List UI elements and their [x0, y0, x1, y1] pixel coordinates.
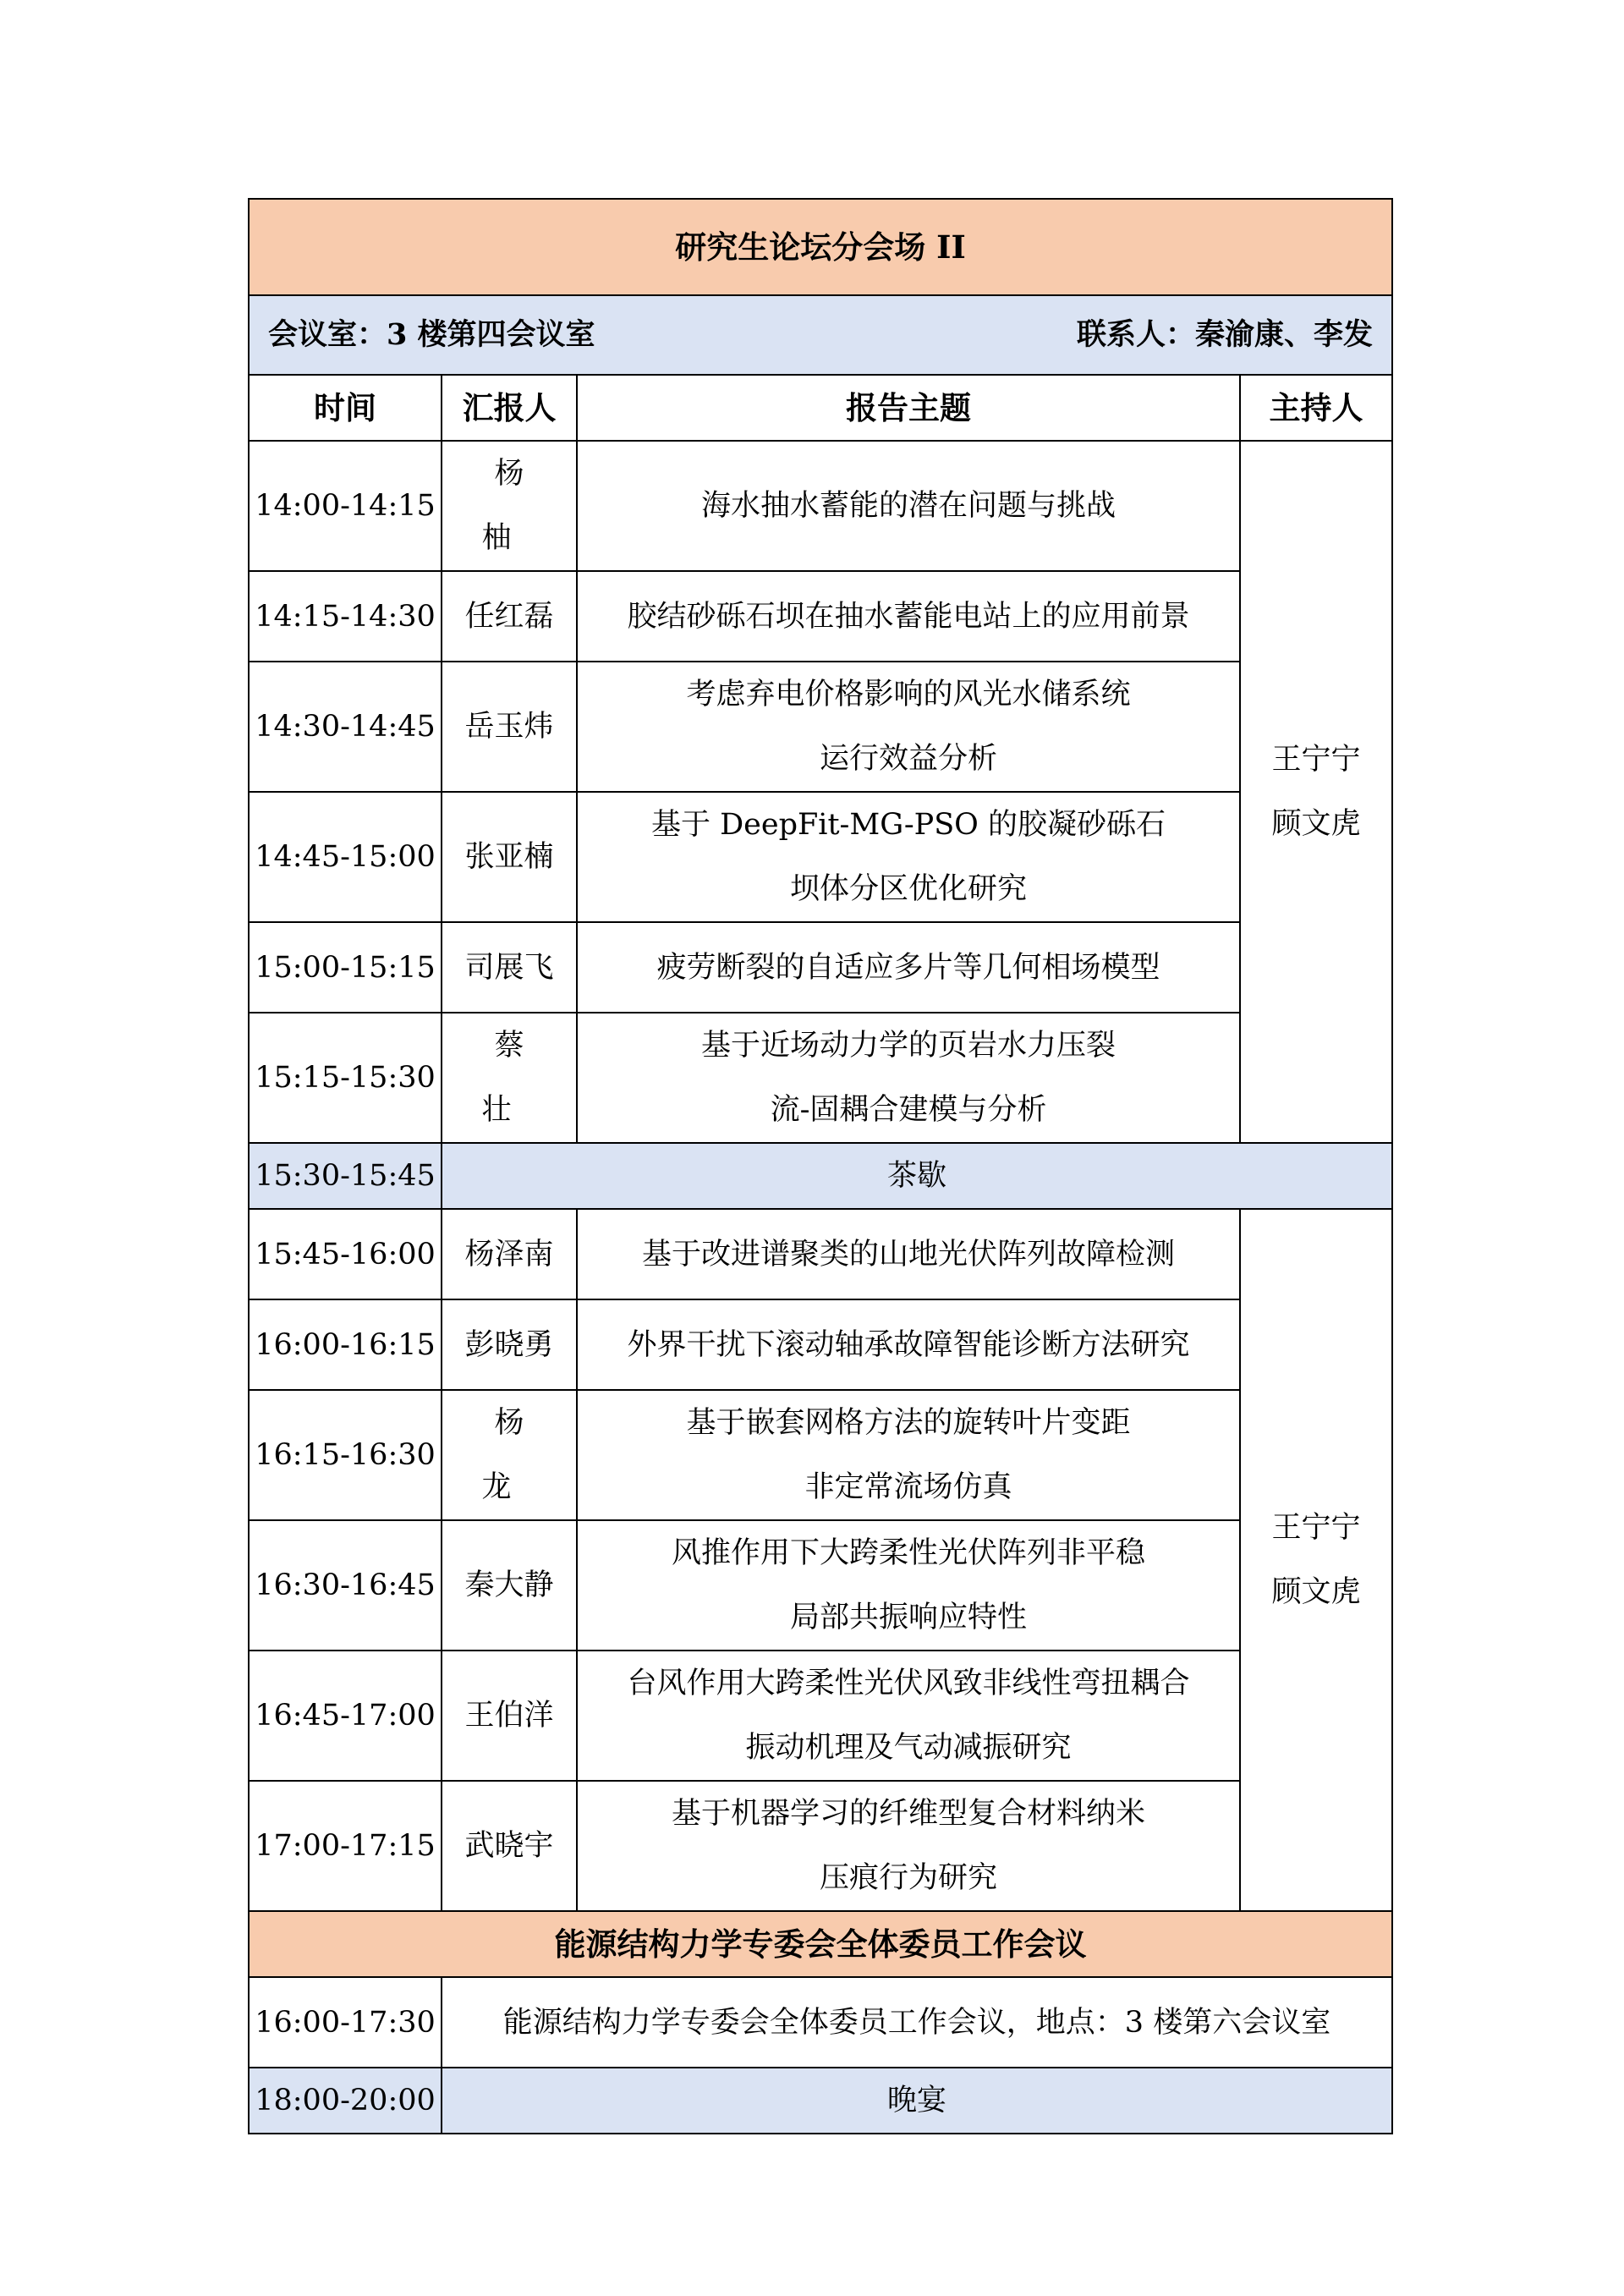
break-row: [249, 1143, 1392, 1209]
topic-cell: [577, 1299, 1240, 1390]
reporter-cell: 任红磊: [442, 571, 577, 662]
topic-cell: [577, 662, 1240, 792]
topic-line: 局部共振响应特性: [789, 1601, 1027, 1634]
topic-line: 台风作用大跨柔性光伏风致非线性弯扭耦合: [627, 1667, 1190, 1700]
topic-line: 流-固耦合建模与分析: [770, 1093, 1047, 1127]
topic-cell: [577, 571, 1240, 662]
committee-time: 16:00-17:30: [249, 1977, 442, 2068]
table-row: [249, 662, 1392, 792]
topic-line: 非定常流场仿真: [804, 1470, 1012, 1504]
reporter-cell: 蔡壮: [442, 1013, 577, 1143]
topic-line: 外界干扰下滚动轴承故障智能诊断方法研究: [627, 1327, 1190, 1362]
table-row: [249, 1209, 1392, 1299]
host-cell: [1240, 441, 1392, 1143]
topic-cell: [577, 1209, 1240, 1299]
table-row: [249, 792, 1392, 922]
reporter-cell: 司展飞: [442, 922, 577, 1013]
host-name: 王宁宁: [1271, 743, 1361, 777]
table-row: [249, 1651, 1392, 1781]
break-time: 15:30-15:45: [249, 1143, 442, 1209]
committee-desc: 能源结构力学专委会全体委员工作会议，地点：3 楼第六会议室: [442, 1977, 1392, 2068]
reporter-cell: 武晓宇: [442, 1781, 577, 1911]
time-cell: 16:15-16:30: [249, 1390, 442, 1520]
header-host: 主持人: [1240, 375, 1392, 441]
room-info-cell: [249, 295, 1392, 375]
host-name: 顾文虎: [1271, 807, 1361, 841]
host-name: 顾文虎: [1271, 1575, 1361, 1609]
reporter-cell: 岳玉炜: [442, 662, 577, 792]
session-title-row: [249, 199, 1392, 295]
time-cell: 15:00-15:15: [249, 922, 442, 1013]
topic-line: 基于嵌套网格方法的旋转叶片变距: [686, 1406, 1131, 1440]
table-row: [249, 1781, 1392, 1911]
header-time: 时间: [249, 375, 442, 441]
session-title: 研究生论坛分会场 II: [249, 199, 1392, 295]
reporter-cell: 杨龙: [442, 1390, 577, 1520]
dinner-time: 18:00-20:00: [249, 2068, 442, 2134]
topic-line: 运行效益分析: [819, 742, 997, 776]
header-row: [249, 375, 1392, 441]
table-row: [249, 922, 1392, 1013]
time-cell: 14:30-14:45: [249, 662, 442, 792]
topic-cell: [577, 1651, 1240, 1781]
time-cell: 16:30-16:45: [249, 1520, 442, 1651]
topic-line: 基于近场动力学的页岩水力压裂: [700, 1029, 1116, 1063]
break-label: 茶歇: [442, 1143, 1392, 1209]
reporter-cell: 张亚楠: [442, 792, 577, 922]
time-cell: 14:45-15:00: [249, 792, 442, 922]
topic-line: 风推作用下大跨柔性光伏阵列非平稳: [671, 1536, 1145, 1570]
topic-cell: [577, 1013, 1240, 1143]
topic-line: 胶结砂砾石坝在抽水蓄能电站上的应用前景: [627, 599, 1190, 634]
topic-cell: [577, 1781, 1240, 1911]
topic-cell: [577, 1520, 1240, 1651]
room-label: 会议室：3 楼第四会议室: [268, 317, 595, 352]
reporter-cell: 杨泽南: [442, 1209, 577, 1299]
time-cell: 16:00-16:15: [249, 1299, 442, 1390]
topic-line: 海水抽水蓄能的潜在问题与挑战: [700, 489, 1116, 523]
topic-line: 基于改进谱聚类的山地光伏阵列故障检测: [641, 1237, 1175, 1272]
table-row: [249, 1390, 1392, 1520]
topic-line: 疲劳断裂的自适应多片等几何相场模型: [656, 950, 1160, 985]
topic-line: 基于机器学习的纤维型复合材料纳米: [671, 1797, 1145, 1831]
topic-line: 考虑弃电价格影响的风光水储系统: [686, 678, 1131, 711]
reporter-cell: 秦大静: [442, 1520, 577, 1651]
dinner-row: [249, 2068, 1392, 2134]
table-row: [249, 441, 1392, 571]
committee-title-row: [249, 1911, 1392, 1977]
table-row: [249, 1520, 1392, 1651]
time-cell: 16:45-17:00: [249, 1651, 442, 1781]
reporter-cell: 杨柚: [442, 441, 577, 571]
dinner-label: 晚宴: [442, 2068, 1392, 2134]
topic-cell: [577, 922, 1240, 1013]
committee-row: [249, 1977, 1392, 2068]
time-cell: 14:00-14:15: [249, 441, 442, 571]
table-row: [249, 1013, 1392, 1143]
host-cell: [1240, 1209, 1392, 1911]
topic-line: 振动机理及气动减振研究: [745, 1731, 1072, 1765]
topic-line: 基于 DeepFit-MG-PSO 的胶凝砂砾石: [650, 808, 1166, 842]
schedule-table: [248, 198, 1393, 2134]
reporter-cell: 彭晓勇: [442, 1299, 577, 1390]
topic-cell: [577, 1390, 1240, 1520]
time-cell: 17:00-17:15: [249, 1781, 442, 1911]
table-row: [249, 1299, 1392, 1390]
reporter-cell: 王伯洋: [442, 1651, 577, 1781]
room-row: [249, 295, 1392, 375]
time-cell: 14:15-14:30: [249, 571, 442, 662]
time-cell: 15:45-16:00: [249, 1209, 442, 1299]
host-name: 王宁宁: [1271, 1511, 1361, 1545]
committee-title: 能源结构力学专委会全体委员工作会议: [249, 1911, 1392, 1977]
topic-line: 坝体分区优化研究: [789, 872, 1027, 906]
contact-label: 联系人：秦渝康、李发: [1076, 317, 1373, 352]
time-cell: 15:15-15:30: [249, 1013, 442, 1143]
topic-line: 压痕行为研究: [819, 1861, 997, 1895]
header-topic: 报告主题: [577, 375, 1240, 441]
header-reporter: 汇报人: [442, 375, 577, 441]
table-row: [249, 571, 1392, 662]
topic-cell: [577, 441, 1240, 571]
topic-cell: [577, 792, 1240, 922]
